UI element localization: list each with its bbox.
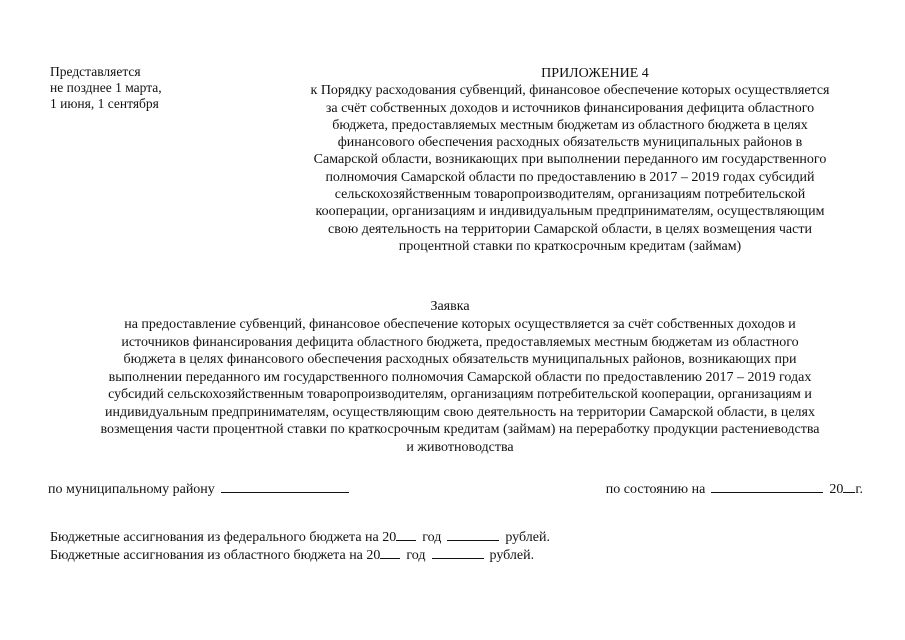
regional-budget-line xyxy=(50,545,534,564)
appendix-line: к Порядку расходования субвенций, финансовое обеспечение которых осуществляется xyxy=(310,83,830,99)
federal-year-blank[interactable] xyxy=(396,527,416,541)
appendix-heading: ПРИЛОЖЕНИЕ 4 xyxy=(541,66,649,81)
request-line: на предоставление субвенций, финансовое обеспечение которых осуществляется за счёт собственных доходов и xyxy=(124,317,796,332)
date-blank[interactable] xyxy=(711,479,823,493)
year-word: год xyxy=(406,548,426,563)
as-of-date-row xyxy=(606,479,863,498)
regional-budget-label: Бюджетные ассигнования из областного бюджета на 20 xyxy=(50,548,381,563)
request-line: субсидий сельскохозяйственным товаропроизводителям, организациям потребительской кооперации, организациям и xyxy=(108,387,812,402)
appendix-line: финансового обеспечения расходных обязательств муниципальных районов в xyxy=(337,135,803,151)
submission-deadline-note xyxy=(50,64,200,112)
year-blank[interactable] xyxy=(843,479,855,493)
district-blank[interactable] xyxy=(221,479,349,493)
request-line: и животноводства xyxy=(406,439,514,455)
request-description xyxy=(40,316,880,456)
federal-budget-label: Бюджетные ассигнования из федерального бюджета на 20 xyxy=(50,530,397,545)
note-line: Представляется xyxy=(50,64,141,79)
year-suffix: г. xyxy=(855,482,863,497)
federal-budget-line xyxy=(50,527,550,546)
as-of-label: по состоянию на xyxy=(605,482,706,497)
regional-amount-blank[interactable] xyxy=(432,545,484,559)
request-line: источников финансирования дефицита областного бюджета, предоставляемых местным бюджетам из областного xyxy=(121,334,799,350)
appendix-line: свою деятельность на территории Самарской области, в целях возмещения части xyxy=(328,221,812,237)
request-line: бюджета в целях финансового обеспечения расходных обязательств муниципальных районов, возникающих при xyxy=(123,352,797,367)
appendix-line: бюджета, предоставляемых местным бюджетам из областного бюджета в целях xyxy=(332,117,808,133)
district-field-row xyxy=(48,479,349,498)
request-line: выполнении переданного им государственного полномочия Самарской области по предоставлению 2017 – 2019 годах xyxy=(108,369,812,385)
currency-word: рублей. xyxy=(505,530,550,545)
request-title: Заявка xyxy=(430,299,470,314)
appendix-line: процентной ставки по краткосрочным кредитам (займам) xyxy=(398,238,742,254)
appendix-header xyxy=(270,65,870,255)
district-label: по муниципальному району xyxy=(48,482,215,497)
appendix-line: Самарской области, возникающих при выполнении переданного им государственного xyxy=(313,152,827,168)
note-line: не позднее 1 марта, xyxy=(50,80,162,95)
appendix-line: кооперации, организациям и индивидуальным предпринимателям, осуществляющим xyxy=(315,204,825,220)
year-prefix: 20 xyxy=(829,482,844,497)
appendix-line: за счёт собственных доходов и источников финансирования дефицита областного xyxy=(325,100,815,116)
request-line: возмещения части процентной ставки по краткосрочным кредитам (займам) на переработку продукции растениеводства xyxy=(100,422,820,437)
currency-word: рублей. xyxy=(489,548,535,563)
appendix-line: сельскохозяйственным товаропроизводителям, организациям потребительской xyxy=(334,187,806,203)
year-word: год xyxy=(422,530,442,545)
request-line: индивидуальным предпринимателям, осуществляющим свою деятельность на территории Самарской области, в целях xyxy=(105,404,815,420)
note-line: 1 июня, 1 сентября xyxy=(50,96,159,111)
federal-amount-blank[interactable] xyxy=(447,527,499,541)
appendix-line: полномочия Самарской области по предоставлению в 2017 – 2019 годах субсидий xyxy=(325,169,815,185)
regional-year-blank[interactable] xyxy=(380,545,400,559)
